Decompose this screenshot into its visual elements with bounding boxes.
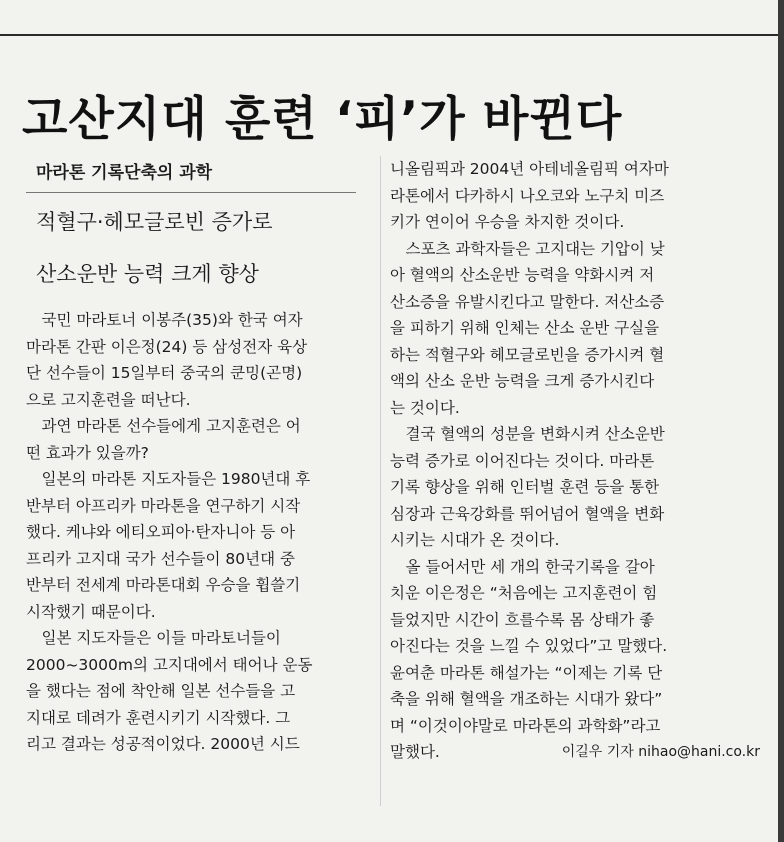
text-line: 산소증을 유발시킨다고 말한다. 저산소증 (390, 292, 665, 311)
text-line: 아 혈액의 산소운반 능력을 약화시켜 저 (390, 266, 655, 284)
right-column (390, 156, 760, 766)
text-line: 2000~3000m의 고지대에서 태어나 운동 (26, 655, 313, 674)
text-line: 올 들어서만 세 개의 한국기록을 갈아 (405, 557, 655, 576)
text-line: 키가 연이어 우승을 차지한 것이다. (390, 213, 625, 231)
text-line: 리고 결과는 성공적이었다. 2000년 시드 (26, 735, 300, 753)
kicker: 마라톤 기록단축의 과학 (36, 163, 213, 183)
text-line: 는 것이다. (390, 398, 460, 417)
text-line: 단 선수들이 15일부터 중국의 쿤밍(곤명) (26, 364, 303, 382)
text-line: 반부터 전세계 마라톤대회 우승을 휩쓸기 (26, 576, 301, 594)
paragraph (390, 156, 760, 236)
page-edge (778, 0, 784, 842)
text-line: 결국 혈액의 성분을 변화시켜 산소운반 (405, 425, 665, 443)
paragraph (390, 421, 760, 554)
byline: 이길우 기자 nihao@hani.co.kr (561, 744, 760, 760)
text-line: 치운 이은정은 “처음에는 고지훈련이 힘 (390, 584, 658, 602)
text-line: 지대로 데려가 훈련시키기 시작했다. 그 (26, 708, 291, 727)
paragraph (390, 236, 760, 422)
paragraph (26, 625, 372, 758)
text-line: 시작했기 때문이다. (26, 602, 156, 621)
text-line: 아진다는 것을 느낄 수 있었다”고 말했다. (390, 637, 668, 655)
text-line: 들었지만 시간이 흐를수록 몸 상태가 좋 (390, 610, 655, 629)
text-line: 마라톤 간판 이은정(24) 등 삼성전자 육상 (26, 337, 308, 356)
paragraph (26, 413, 372, 466)
text-line: 니올림픽과 2004년 아테네올림픽 여자마 (390, 160, 669, 178)
text-line: 스포츠 과학자들은 고지대는 기압이 낮 (405, 239, 665, 258)
closing-row (390, 739, 760, 766)
closing-line: 말했다. (390, 743, 440, 761)
right-body (390, 156, 760, 739)
column-divider (380, 156, 381, 806)
text-line: 으로 고지훈련을 떠난다. (26, 390, 191, 409)
text-line: 일본의 마라톤 지도자들은 1980년대 후 (41, 470, 311, 488)
paragraph (390, 554, 760, 740)
text-line: 했다. 케냐와 에티오피아·탄자니아 등 아 (26, 523, 296, 541)
text-line: 시키는 시대가 온 것이다. (390, 531, 560, 549)
text-line: 프리카 고지대 국가 선수들이 80년대 중 (26, 549, 295, 568)
text-line: 축을 위해 혈액을 개조하는 시대가 왔다” (390, 690, 663, 708)
text-line: 능력 증가로 이어진다는 것이다. 마라톤 (390, 451, 655, 470)
text-line: 떤 효과가 있을까? (26, 443, 149, 462)
left-column (26, 156, 372, 758)
paragraph (26, 307, 372, 413)
text-line: 라톤에서 다카하시 나오코와 노구치 미즈 (390, 186, 665, 205)
headline: 고산지대 훈련 ‘피’가 바뀐다 (22, 92, 623, 148)
text-line: 윤여춘 마라톤 해설가는 “이제는 기록 단 (390, 663, 663, 682)
text-line: 액의 산소 운반 능력을 크게 증가시킨다 (390, 372, 655, 390)
text-line: 을 피하기 위해 인체는 산소 운반 구실을 (390, 319, 660, 337)
text-line: 을 했다는 점에 착안해 일본 선수들을 고 (26, 682, 296, 700)
text-line: 며 “이것이야말로 마라톤의 과학화”라고 (390, 716, 661, 735)
text-line: 과연 마라톤 선수들에게 고지훈련은 어 (41, 417, 301, 435)
text-line: 일본 지도자들은 이들 마라토너들이 (41, 629, 281, 647)
left-body (26, 307, 372, 758)
subhead-2: 산소운반 능력 크게 향상 (36, 262, 259, 286)
text-line: 기록 향상을 위해 인터벌 훈련 등을 통한 (390, 478, 660, 496)
paragraph (26, 466, 372, 625)
text-line: 하는 적혈구와 헤모글로빈을 증가시켜 혈 (390, 345, 665, 364)
top-rule (0, 34, 784, 36)
kicker-rule (26, 192, 356, 193)
text-line: 반부터 아프리카 마라톤을 연구하기 시작 (26, 496, 301, 515)
text-line: 심장과 근육강화를 뛰어넘어 혈액을 변화 (390, 504, 665, 523)
subhead-1: 적혈구·헤모글로빈 증가로 (36, 210, 273, 234)
text-line: 국민 마라토너 이봉주(35)와 한국 여자 (41, 311, 303, 329)
